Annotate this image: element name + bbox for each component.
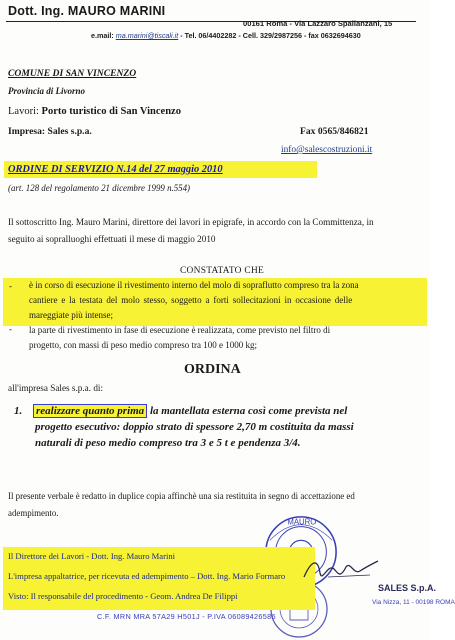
closing-line: adempimento.	[8, 508, 59, 518]
order-highlight: realizzare quanto prima	[33, 404, 147, 418]
closing-line: Il presente verbale è redatto in duplice copia affinchè una sia restituita in segno di accettazione ed	[8, 491, 355, 501]
impresa-email-link[interactable]: info@salescostruzioni.it	[281, 145, 373, 155]
bullet-line: la parte di rivestimento in fase di esecuzione è realizzata, come previsto nel filtro di	[29, 325, 331, 335]
letterhead-contact	[91, 31, 361, 40]
bullet-line: è in corso di esecuzione il rivestimento interno del molo di sopraflutto compreso tra la zona	[29, 280, 359, 290]
signature-direttore: Il Direttore dei Lavori - Dott. Ing. Mauro Marini	[8, 551, 176, 561]
intro-line: Il sottoscritto Ing. Mauro Marini, direttore dei lavori in epigrafe, in accordo con la Committenza, in	[8, 217, 374, 227]
contact-phones: - Tel. 06/4402282 - Cell. 329/2987256 - fax 0632694630	[178, 31, 361, 40]
order-line	[33, 404, 347, 418]
handwritten-signature	[300, 555, 380, 585]
ordina-heading: ORDINA	[184, 362, 241, 377]
provincia-line: Provincia di Livorno	[8, 86, 85, 96]
bullet-line: progetto, con massi di peso medio compreso tra 100 e 1000 kg;	[29, 340, 257, 350]
lavori-line	[8, 106, 181, 117]
signature-impresa: L'impresa appaltatrice, per ricevuta ed adempimento – Dott. Ing. Mario Formaro	[8, 571, 286, 581]
sales-stamp-address: Via Nizza, 11 - 00198 ROMA	[372, 599, 455, 606]
comune-heading: COMUNE DI SAN VINCENZO	[8, 68, 137, 79]
codice-fiscale: C.F. MRN MRA 57A29 H501J - P.IVA 06089426586	[97, 612, 276, 621]
ordine-title: ORDINE DI SERVIZIO N.14 del 27 maggio 2010	[8, 164, 223, 175]
contact-prefix: e.mail:	[91, 31, 116, 40]
sales-stamp-name: SALES S.p.A.	[378, 583, 437, 593]
constatato-heading: CONSTATATO CHE	[180, 266, 265, 276]
impresa-fax: Fax 0565/846821	[300, 126, 369, 137]
bullet-dash: -	[9, 281, 12, 291]
intro-line: seguito ai sopralluoghi effettuati il mese di maggio 2010	[8, 234, 216, 244]
bullet-dash: -	[9, 324, 12, 334]
order-line: progetto esecutivo: doppio strato di spessore 2,70 m costituita da massi	[35, 421, 354, 433]
lavori-value: Porto turistico di San Vincenzo	[41, 106, 181, 117]
bullet-item	[29, 323, 330, 353]
letterhead-name: Dott. Ing. MAURO MARINI	[8, 4, 166, 18]
signature-visto: Visto: Il responsabile del procedimento - Geom. Andrea De Filippi	[8, 591, 238, 601]
bullet-item	[29, 278, 359, 323]
intro-paragraph	[8, 214, 374, 248]
contact-email-link[interactable]: ma.marini@tiscali.it	[115, 31, 179, 40]
ordine-reference: (art. 128 del regolamento 21 dicembre 1999 n.554)	[8, 183, 190, 193]
stamp-text: MAURO	[287, 517, 317, 527]
bullet-line: cantiere e la testata del molo stesso, soggetto a forti sollecitazioni in occasione delle	[29, 295, 353, 305]
lavori-label: Lavori:	[8, 106, 42, 117]
order-number: 1.	[14, 405, 23, 417]
order-line: naturali di peso medio compreso tra 3 e 5 t e pendenza 3/4.	[35, 437, 301, 449]
ordina-addressee: all'impresa Sales s.p.a. di:	[8, 383, 104, 393]
letterhead-address: 00161 Roma - Via Lazzaro Spallanzani, 15	[243, 19, 393, 28]
impresa-line: Impresa: Sales s.p.a.	[8, 126, 92, 137]
order-line-rest: la mantellata esterna così come prevista nel	[147, 405, 348, 417]
bullet-line: mareggiate più intense;	[29, 310, 113, 320]
